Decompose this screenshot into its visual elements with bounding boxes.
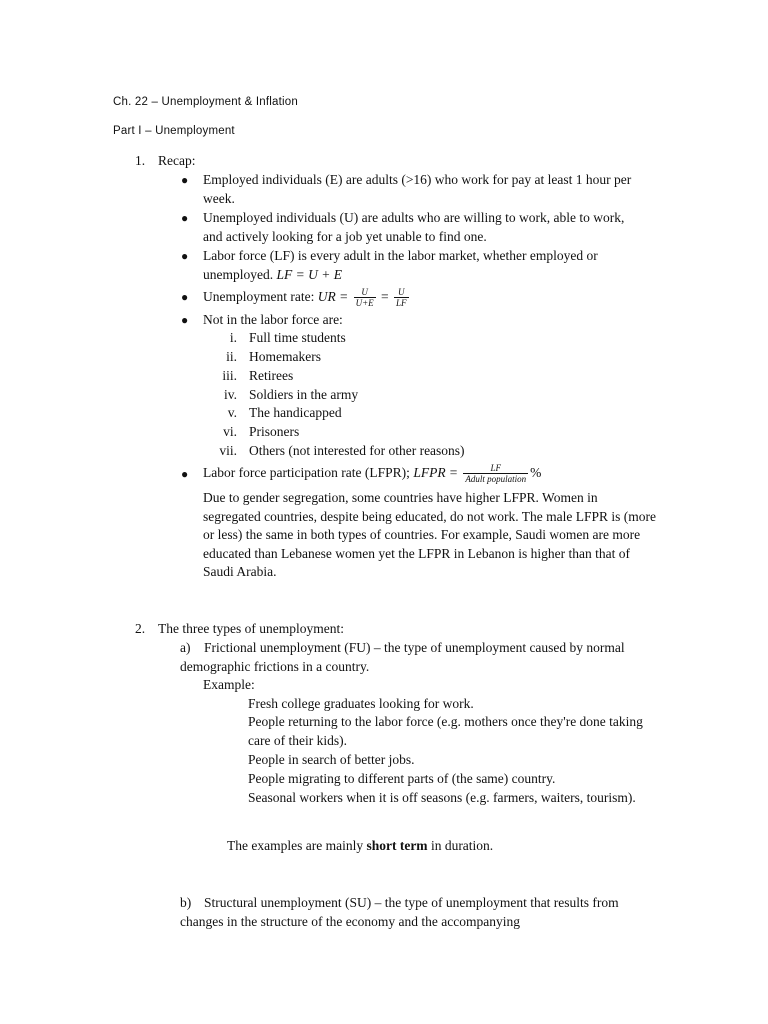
ur-frac1-denominator: U+E <box>355 298 374 309</box>
bullet-icon: ● <box>181 313 189 327</box>
employed-definition: Employed individuals (E) are adults (>16) who work for pay at least 1 hour per week. <box>203 172 632 206</box>
labor-force-text: Labor force (LF) is every adult in the labor market, whether employed or unemployed. <box>203 248 598 282</box>
labor-force-definition <box>203 247 648 284</box>
unemployment-rate-line <box>203 284 411 310</box>
example-item: People returning to the labor force (e.g. mothers once they're done taking care of their kids). <box>248 714 643 748</box>
example-item: People in search of better jobs. <box>248 752 415 767</box>
lfpr-numerator: LF <box>490 463 502 474</box>
item-a-label: a) <box>180 640 191 655</box>
chapter-heading: Ch. 22 – Unemployment & Inflation <box>113 96 298 108</box>
lfpr-percent: % <box>530 465 542 480</box>
nilf-item-number: ii. <box>226 349 237 364</box>
lfpr-label: Labor force participation rate (LFPR); <box>203 465 410 480</box>
ur-frac2-numerator: U <box>398 287 405 298</box>
nilf-item-number: vi. <box>223 424 237 439</box>
example-label: Example: <box>203 677 255 692</box>
summary-post: in duration. <box>427 838 494 853</box>
part-heading: Part I – Unemployment <box>113 125 235 137</box>
example-item: People migrating to different parts of (the same) country. <box>248 771 556 786</box>
unemployed-definition: Unemployed individuals (U) are adults who are willing to work, able to work, and actively looking for a job yet unable to find one. <box>203 210 625 244</box>
nilf-item: Soldiers in the army <box>249 387 359 402</box>
bullet-icon: ● <box>181 290 189 304</box>
ur-lhs: UR = <box>317 289 349 304</box>
item-b-label: b) <box>180 895 192 910</box>
lfpr-fraction <box>463 463 528 484</box>
section2-title: The three types of unemployment: <box>158 621 344 636</box>
nilf-item-number: vii. <box>219 443 237 458</box>
nilf-item: Retirees <box>249 368 294 383</box>
section2-number: 2. <box>135 621 146 636</box>
ur-label: Unemployment rate: <box>203 289 315 304</box>
ur-equals: = <box>381 289 389 304</box>
nilf-item: Full time students <box>249 330 346 345</box>
lfpr-paragraph: Due to gender segregation, some countries have higher LFPR. Women in segregated countries, despite being educated, do not work. The male LFPR is (more or less) the same in both types of countries. For example, Saudi women are more educated than Lebanese women yet the LFPR in Lebanon is higher than that of Saudi Arabia. <box>203 490 657 579</box>
nilf-item: Prisoners <box>249 424 300 439</box>
nilf-item-number: iv. <box>224 387 237 402</box>
section1-title: Recap: <box>158 153 196 168</box>
example-item: Fresh college graduates looking for work. <box>248 696 474 711</box>
nilf-item-number: iii. <box>222 368 237 383</box>
summary-emphasis: short term <box>366 838 428 853</box>
ur-fraction-1 <box>354 287 376 308</box>
section1-number: 1. <box>135 153 146 168</box>
labor-force-formula: LF = U + E <box>276 266 342 282</box>
examples-summary <box>227 837 493 856</box>
nilf-title: Not in the labor force are: <box>203 312 343 327</box>
bullet-icon: ● <box>181 467 189 481</box>
nilf-item: The handicapped <box>249 405 342 420</box>
lfpr-line <box>203 460 541 486</box>
ur-frac2-denominator: LF <box>396 298 407 309</box>
bullet-icon: ● <box>181 211 189 225</box>
nilf-item-number: i. <box>229 330 237 345</box>
bullet-icon: ● <box>181 173 189 187</box>
summary-pre: The examples are mainly <box>227 838 367 853</box>
lfpr-lhs: LFPR = <box>413 465 459 480</box>
nilf-item: Homemakers <box>249 349 321 364</box>
structural-definition: Structural unemployment (SU) – the type of unemployment that results from changes in the structure of the economy and the accompanying <box>180 895 619 929</box>
frictional-definition: Frictional unemployment (FU) – the type of unemployment caused by normal demographic frictions in a country. <box>180 640 625 674</box>
nilf-item-number: v. <box>227 405 237 420</box>
nilf-item: Others (not interested for other reasons) <box>249 443 465 458</box>
ur-fraction-2 <box>394 287 409 308</box>
lfpr-denominator: Adult population <box>465 474 527 485</box>
ur-frac1-numerator: U <box>361 287 368 298</box>
bullet-icon: ● <box>181 249 189 263</box>
example-item: Seasonal workers when it is off seasons (e.g. farmers, waiters, tourism). <box>248 790 636 805</box>
